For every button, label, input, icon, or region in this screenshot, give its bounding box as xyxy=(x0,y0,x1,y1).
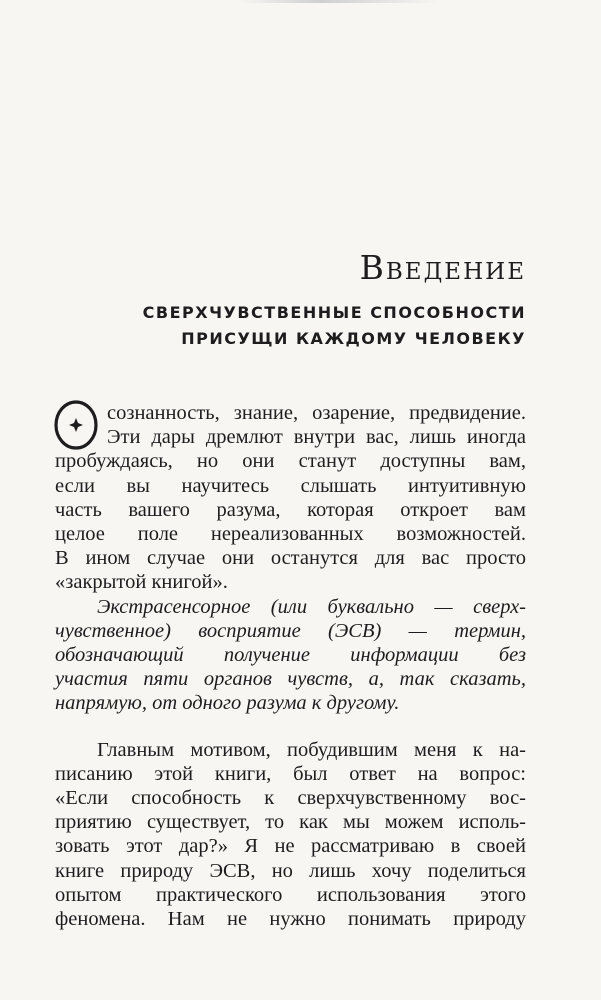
chapter-subtitle-line: ПРИСУЩИ КАЖДОМУ ЧЕЛОВЕКУ xyxy=(181,329,526,348)
text-line: «закрытой книгой». xyxy=(55,571,228,594)
text-line: писанию этой книги, был ответ на вопрос: xyxy=(55,762,526,785)
paragraph-3 xyxy=(55,738,526,932)
text-line: Экстрасенсорное (или буквально — сверх- xyxy=(97,595,526,618)
paragraph-gap xyxy=(55,716,526,738)
dropcap-o xyxy=(53,399,99,451)
text-line: Главным мотивом, побудившим меня к на- xyxy=(97,738,526,761)
text-line: феномена. Нам не нужно понимать природу xyxy=(55,908,526,931)
body-text xyxy=(55,401,526,931)
text-line: обозначающий получение информации без xyxy=(55,644,526,667)
text-line: напрямую, от одного разума к другому. xyxy=(55,692,400,715)
top-scan-rule xyxy=(240,0,440,3)
text-line: если вы научитесь слышать интуитивную xyxy=(55,474,526,497)
text-line: опытом практического использования этого xyxy=(55,883,526,906)
text-line: участия пяти органов чувств, а, так сказать, xyxy=(55,668,526,691)
text-line: «Если способность к сверхчувственному вос- xyxy=(55,787,526,810)
text-line: целое поле нереализованных возможностей. xyxy=(55,523,526,546)
text-line: пробуждаясь, но они станут доступны вам, xyxy=(55,450,526,473)
chapter-title: Введение xyxy=(359,248,526,287)
text-line: приятию существует, то как мы можем исполь- xyxy=(55,811,526,834)
paragraph-1 xyxy=(55,401,526,595)
text-line: сознанность, знание, озарение, предвидение. xyxy=(107,402,526,424)
text-line: книге природу ЭСВ, но лишь хочу поделиться xyxy=(55,859,526,882)
paragraph-2 xyxy=(55,595,526,716)
text-line: часть вашего разума, которая откроет вам xyxy=(55,498,526,521)
four-point-star-icon xyxy=(69,418,83,432)
text-line: В ином случае они останутся для вас просто xyxy=(55,547,526,570)
chapter-heading xyxy=(60,248,526,352)
text-line: зовать этот дар?» Я не рассматриваю в своей xyxy=(55,835,526,858)
text-line: чувственное) восприятие (ЭСВ) — термин, xyxy=(55,619,526,642)
chapter-subtitle-line: СВЕРХЧУВСТВЕННЫЕ СПОСОБНОСТИ xyxy=(142,303,526,322)
text-line: Эти дары дремлют внутри вас, лишь иногда xyxy=(107,426,526,449)
chapter-subtitle xyxy=(60,300,526,352)
